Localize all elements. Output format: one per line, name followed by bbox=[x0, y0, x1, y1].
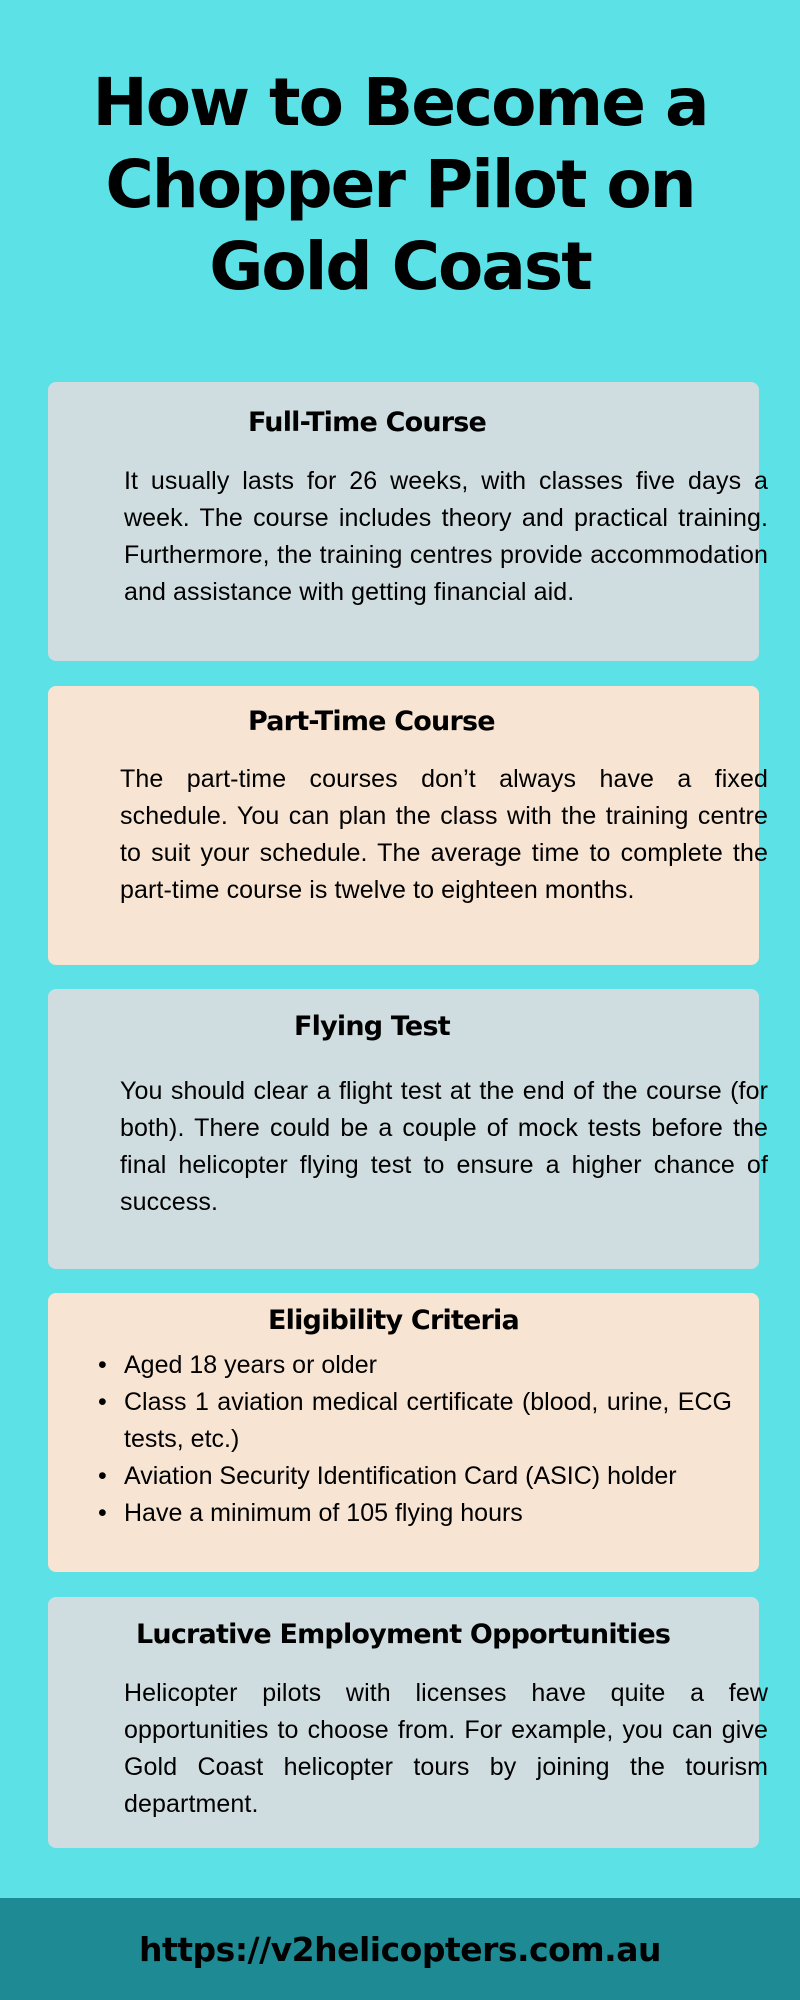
footer-banner bbox=[0, 1898, 800, 2000]
card-employment-opportunities bbox=[48, 1597, 768, 1848]
page-title bbox=[0, 62, 800, 308]
list-item: • Class 1 aviation medical certificate (blood, urine, ECG tests, etc.) bbox=[96, 1384, 732, 1458]
card-flying-test bbox=[48, 989, 768, 1269]
eligibility-list bbox=[96, 1347, 732, 1532]
list-item: • Have a minimum of 105 flying hours bbox=[96, 1495, 732, 1532]
card-heading: Flying Test bbox=[294, 1011, 450, 1042]
card-body: Helicopter pilots with licenses have quite a few opportunities to choose from. For example, you can give Gold Coast helicopter tours by joining the tourism department. bbox=[124, 1679, 768, 1818]
card-part-time-course bbox=[48, 686, 768, 965]
title-line-3: Gold Coast bbox=[209, 228, 591, 305]
card-heading: Lucrative Employment Opportunities bbox=[136, 1619, 671, 1650]
card-heading: Eligibility Criteria bbox=[268, 1305, 519, 1336]
list-item: • Aviation Security Identification Card (ASIC) holder bbox=[96, 1458, 732, 1495]
bullet-icon: • bbox=[98, 1499, 107, 1527]
title-line-1: How to Become a bbox=[92, 64, 708, 141]
card-body: You should clear a flight test at the end of the course (for both). There could be a couple of mock tests before the final helicopter flying test to ensure a higher chance of success. bbox=[120, 1077, 768, 1216]
card-heading: Part-Time Course bbox=[248, 706, 495, 737]
card-full-time-course bbox=[48, 382, 768, 661]
bullet-icon: • bbox=[98, 1388, 107, 1416]
bullet-icon: • bbox=[98, 1462, 107, 1490]
website-link[interactable]: https://v2helicopters.com.au bbox=[139, 1930, 661, 1969]
card-body: It usually lasts for 26 weeks, with classes five days a week. The course includes theory and practical training. Furthermore, the training centres provide accommodation and assistance with getting financial aid. bbox=[124, 467, 768, 606]
card-eligibility-criteria bbox=[48, 1293, 759, 1572]
card-heading: Full-Time Course bbox=[248, 407, 487, 438]
bullet-icon: • bbox=[98, 1351, 107, 1379]
card-body: The part-time courses don’t always have a fixed schedule. You can plan the class with the training centre to suit your schedule. The average time to complete the part-time course is twelve to eighteen months. bbox=[120, 765, 768, 904]
title-line-2: Chopper Pilot on bbox=[105, 146, 695, 223]
list-item: • Aged 18 years or older bbox=[96, 1347, 732, 1384]
